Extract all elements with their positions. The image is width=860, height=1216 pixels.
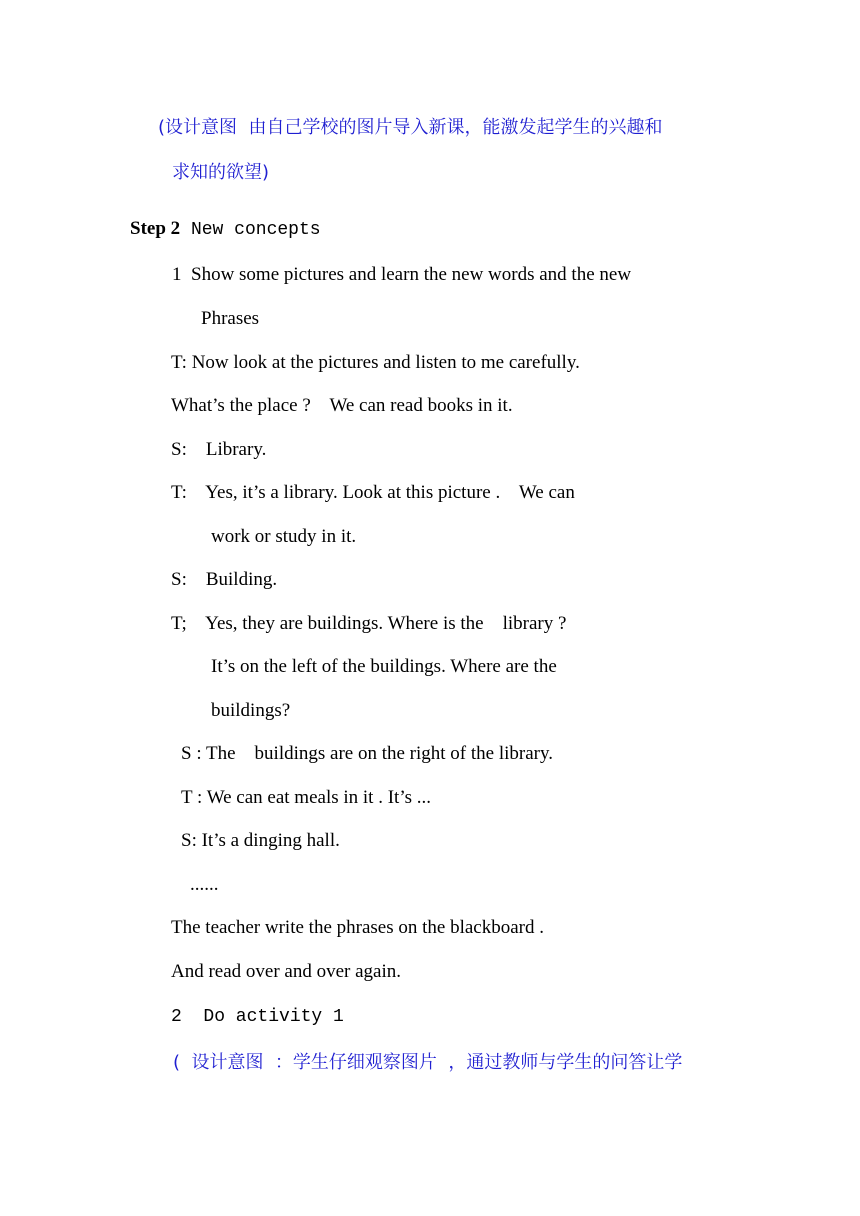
- design-note-2: ( 设计意图 ：学生仔细观察图片 ，通过教师与学生的问答让学: [173, 1052, 683, 1073]
- item-1-line-1: 1 Show some pictures and learn the new words and the new: [172, 264, 632, 285]
- design-note-1-line-1: (设计意图 由自己学校的图片导入新课，能激发起学生的兴趣和: [158, 117, 663, 138]
- dialogue-line: ......: [190, 874, 219, 895]
- dialogue-line: T : We can eat meals in it . It’s ...: [181, 787, 431, 808]
- dialogue-line: T: Now look at the pictures and listen to me carefully.: [171, 352, 580, 373]
- dialogue-line: work or study in it.: [211, 526, 357, 547]
- step-2-title: New concepts: [180, 220, 321, 240]
- design-note-1-line-2: 求知的欲望): [172, 162, 270, 183]
- dialogue-line: S: It’s a dinging hall.: [181, 830, 340, 851]
- step-2-label: Step 2: [130, 218, 181, 239]
- closing-line: And read over and over again.: [171, 961, 402, 982]
- dialogue-line: T: Yes, it’s a library. Look at this picture . We can: [171, 482, 575, 503]
- dialogue-line: buildings?: [211, 700, 291, 721]
- closing-line: The teacher write the phrases on the blackboard .: [171, 917, 544, 938]
- item-1-line-2: Phrases: [201, 308, 260, 329]
- dialogue-line: What’s the place ? We can read books in it.: [171, 395, 513, 416]
- dialogue-line: S : The buildings are on the right of the library.: [181, 743, 554, 764]
- dialogue-line: It’s on the left of the buildings. Where are the: [211, 656, 557, 677]
- dialogue-line: T; Yes, they are buildings. Where is the library ?: [171, 613, 567, 634]
- dialogue-line: S: Building.: [171, 569, 278, 590]
- dialogue-line: S: Library.: [171, 439, 267, 460]
- step-2-heading: [130, 217, 321, 242]
- item-2: 2 Do activity 1: [171, 1007, 344, 1027]
